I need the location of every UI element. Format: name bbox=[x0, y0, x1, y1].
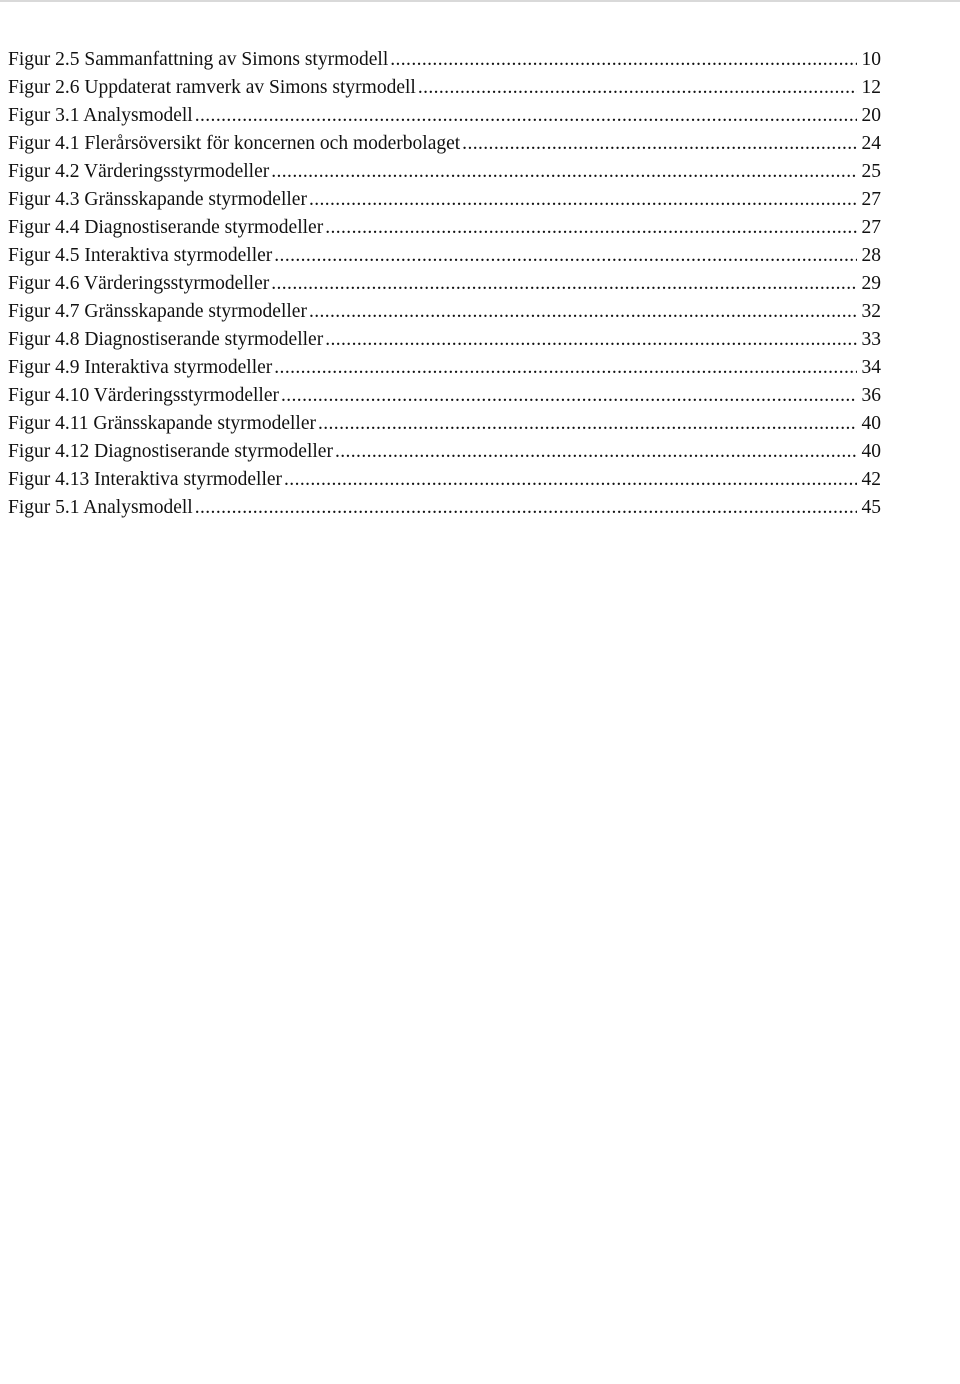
toc-dot-leader bbox=[271, 158, 857, 186]
toc-entry-label: Figur 4.1 Flerårsöversikt för koncernen och moderbolaget bbox=[8, 133, 461, 154]
toc-dot-leader bbox=[462, 130, 857, 158]
toc-entry-page: 25 bbox=[861, 161, 881, 182]
toc-entry[interactable] bbox=[8, 74, 881, 102]
toc-dot-leader bbox=[274, 354, 857, 382]
toc-entry-page: 27 bbox=[861, 217, 881, 238]
toc-entry-label: Figur 4.13 Interaktiva styrmodeller bbox=[8, 469, 283, 490]
toc-entry-page: 42 bbox=[861, 469, 881, 490]
toc-dot-leader bbox=[271, 270, 857, 298]
toc-dot-leader bbox=[195, 494, 857, 522]
toc-dot-leader bbox=[335, 438, 857, 466]
toc-dot-leader bbox=[390, 46, 857, 74]
toc-dot-leader bbox=[309, 298, 857, 326]
toc-entry-label: Figur 4.3 Gränsskapande styrmodeller bbox=[8, 189, 307, 210]
list-of-figures bbox=[8, 46, 881, 522]
toc-dot-leader bbox=[325, 214, 857, 242]
toc-entry-page: 36 bbox=[861, 385, 881, 406]
toc-entry-label: Figur 4.4 Diagnostiserande styrmodeller bbox=[8, 217, 324, 238]
toc-entry[interactable] bbox=[8, 382, 881, 410]
toc-dot-leader bbox=[284, 466, 857, 494]
toc-entry-label: Figur 4.12 Diagnostiserande styrmodeller bbox=[8, 441, 333, 462]
toc-entry-label: Figur 4.10 Värderingsstyrmodeller bbox=[8, 385, 279, 406]
toc-entry-page: 24 bbox=[861, 133, 881, 154]
toc-entry-page: 33 bbox=[861, 329, 881, 350]
page-top-border bbox=[0, 0, 960, 2]
toc-entry-label: Figur 4.11 Gränsskapande styrmodeller bbox=[8, 413, 316, 434]
toc-entry-label: Figur 4.2 Värderingsstyrmodeller bbox=[8, 161, 270, 182]
toc-entry[interactable] bbox=[8, 186, 881, 214]
toc-entry-label: Figur 2.6 Uppdaterat ramverk av Simons styrmodell bbox=[8, 77, 416, 98]
toc-entry-page: 40 bbox=[861, 413, 881, 434]
toc-dot-leader bbox=[281, 382, 857, 410]
toc-entry-page: 20 bbox=[861, 105, 881, 126]
toc-entry[interactable] bbox=[8, 326, 881, 354]
toc-entry-label: Figur 2.5 Sammanfattning av Simons styrmodell bbox=[8, 49, 389, 70]
toc-entry[interactable] bbox=[8, 298, 881, 326]
toc-entry-page: 27 bbox=[861, 189, 881, 210]
toc-entry[interactable] bbox=[8, 270, 881, 298]
toc-dot-leader bbox=[318, 410, 857, 438]
toc-entry-label: Figur 4.9 Interaktiva styrmodeller bbox=[8, 357, 273, 378]
toc-dot-leader bbox=[195, 102, 857, 130]
toc-entry[interactable] bbox=[8, 354, 881, 382]
toc-entry[interactable] bbox=[8, 438, 881, 466]
toc-entry[interactable] bbox=[8, 214, 881, 242]
toc-entry-page: 29 bbox=[861, 273, 881, 294]
toc-entry-label: Figur 4.6 Värderingsstyrmodeller bbox=[8, 273, 270, 294]
toc-entry-label: Figur 4.7 Gränsskapande styrmodeller bbox=[8, 301, 307, 322]
toc-entry[interactable] bbox=[8, 494, 881, 522]
toc-entry[interactable] bbox=[8, 158, 881, 186]
toc-entry[interactable] bbox=[8, 102, 881, 130]
toc-entry-label: Figur 4.5 Interaktiva styrmodeller bbox=[8, 245, 273, 266]
toc-dot-leader bbox=[274, 242, 857, 270]
toc-entry-page: 32 bbox=[861, 301, 881, 322]
toc-entry-label: Figur 5.1 Analysmodell bbox=[8, 497, 193, 518]
toc-entry-label: Figur 4.8 Diagnostiserande styrmodeller bbox=[8, 329, 324, 350]
toc-dot-leader bbox=[418, 74, 857, 102]
toc-entry[interactable] bbox=[8, 242, 881, 270]
toc-entry-label: Figur 3.1 Analysmodell bbox=[8, 105, 193, 126]
toc-entry-page: 10 bbox=[861, 49, 881, 70]
toc-entry[interactable] bbox=[8, 130, 881, 158]
toc-entry[interactable] bbox=[8, 46, 881, 74]
toc-entry[interactable] bbox=[8, 466, 881, 494]
toc-entry-page: 45 bbox=[861, 497, 881, 518]
toc-entry-page: 34 bbox=[861, 357, 881, 378]
toc-entry-page: 12 bbox=[861, 77, 881, 98]
toc-entry-page: 28 bbox=[861, 245, 881, 266]
toc-entry[interactable] bbox=[8, 410, 881, 438]
toc-dot-leader bbox=[325, 326, 857, 354]
toc-entry-page: 40 bbox=[861, 441, 881, 462]
toc-dot-leader bbox=[309, 186, 857, 214]
